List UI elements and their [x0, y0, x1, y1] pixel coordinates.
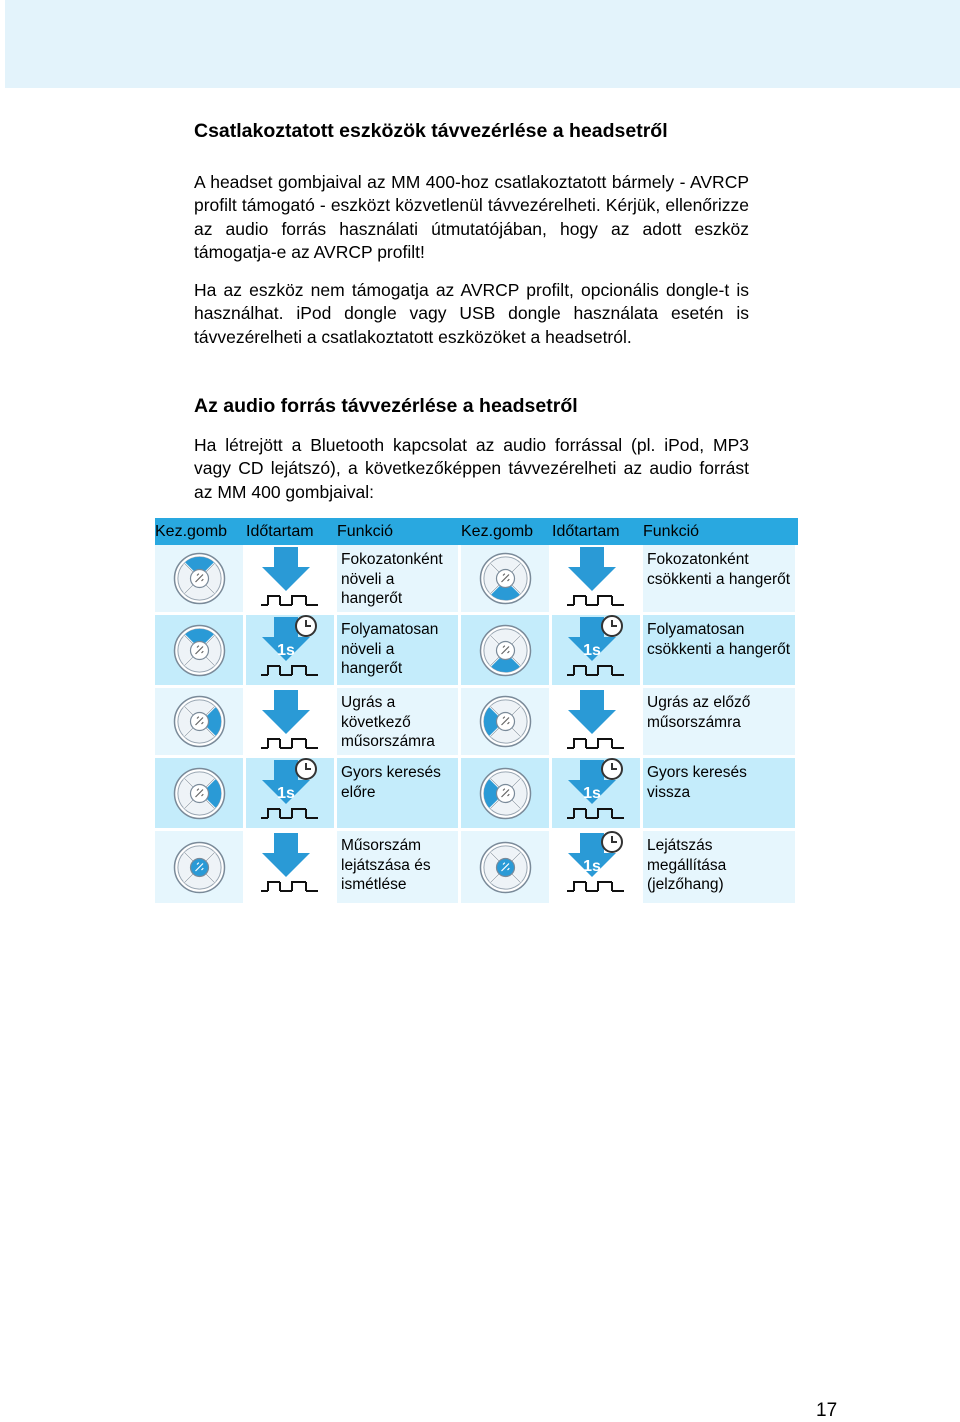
- col-header-button: Kez.gomb: [461, 518, 552, 545]
- press-hold-icon: [246, 758, 334, 822]
- headset-button-icon: [461, 545, 549, 612]
- col-header-function: Funkció: [643, 518, 798, 545]
- duration-cell: [552, 615, 643, 688]
- svg-text:1s: 1s: [277, 642, 295, 659]
- duration-cell: [246, 688, 337, 758]
- page-number: 17: [816, 1400, 838, 1421]
- control-button-cell: [461, 545, 552, 615]
- duration-cell: [246, 758, 337, 831]
- press-hold-icon: [552, 615, 640, 679]
- duration-cell: [552, 688, 643, 758]
- svg-text:1s: 1s: [583, 642, 601, 659]
- headset-button-icon: [155, 545, 243, 612]
- table-header-row: [155, 518, 798, 545]
- table-row: [155, 615, 798, 688]
- function-cell: Gyors keresés előre: [337, 758, 461, 831]
- press-hold-icon: [552, 758, 640, 822]
- headset-button-icon: [461, 758, 549, 828]
- control-button-cell: [155, 615, 246, 688]
- function-cell: Műsorszám lejátszása és ismétlése: [337, 831, 461, 906]
- press-icon: [246, 545, 334, 609]
- audio-paragraph: Ha létrejött a Bluetooth kapcsolat az audio forrással (pl. iPod, MP3 vagy CD lejátszó), a következőképpen távvezérelheti az audio forrást az MM 400 gombjaival:: [194, 435, 749, 502]
- control-button-cell: [155, 688, 246, 758]
- duration-cell: [552, 545, 643, 615]
- function-cell: Ugrás a következő műsorszámra: [337, 688, 461, 758]
- control-button-cell: [155, 831, 246, 906]
- headset-button-icon: [461, 615, 549, 685]
- press-hold-icon: [552, 831, 640, 895]
- duration-cell: [246, 831, 337, 906]
- function-cell: Lejátszás megállítása (jelzőhang): [643, 831, 798, 906]
- col-header-function: Funkció: [337, 518, 461, 545]
- press-icon: [552, 688, 640, 752]
- headset-button-icon: [155, 615, 243, 685]
- header-band: [5, 0, 960, 88]
- control-button-cell: [155, 758, 246, 831]
- headset-button-icon: [461, 831, 549, 903]
- function-cell: Fokozatonként növeli a hangerőt: [337, 545, 461, 615]
- control-table: [155, 518, 798, 906]
- function-cell: Folyamatosan csökkenti a hangerőt: [643, 615, 798, 688]
- function-cell: Ugrás az előző műsorszámra: [643, 688, 798, 758]
- section-heading: Csatlakoztatott eszközök távvezérlése a headsetről: [194, 120, 668, 142]
- svg-text:1s: 1s: [583, 785, 601, 802]
- duration-cell: [246, 615, 337, 688]
- col-header-duration: Időtartam: [246, 518, 337, 545]
- subsection-heading: Az audio forrás távvezérlése a headsetről: [194, 395, 578, 417]
- table-row: [155, 831, 798, 906]
- press-icon: [246, 831, 334, 895]
- headset-button-icon: [155, 831, 243, 903]
- dongle-paragraph: Ha az eszköz nem támogatja az AVRCP profilt, opcionális dongle-t is használhat. iPod dongle vagy USB dongle használata esetén is távvezérelheti a csatlakoztatott eszközöket a headsetról.: [194, 280, 749, 347]
- function-cell: Gyors keresés vissza: [643, 758, 798, 831]
- duration-cell: [552, 831, 643, 906]
- table-row: [155, 545, 798, 615]
- table-row: [155, 758, 798, 831]
- control-button-cell: [461, 758, 552, 831]
- control-button-cell: [461, 615, 552, 688]
- duration-cell: [246, 545, 337, 615]
- function-cell: Fokozatonként csökkenti a hangerőt: [643, 545, 798, 615]
- press-hold-icon: [246, 615, 334, 679]
- svg-text:1s: 1s: [277, 785, 295, 802]
- control-button-cell: [461, 688, 552, 758]
- intro-paragraph: A headset gombjaival az MM 400-hoz csatlakoztatott bármely - AVRCP profilt támogató - eszközt közvetlenül távvezérelheti. Kérjük, ellenőrizze az audio forrás használati útmutatójában, hogy az adott eszköz támogatja-e az AVRCP profilt!: [194, 172, 749, 263]
- control-button-cell: [461, 831, 552, 906]
- col-header-duration: Időtartam: [552, 518, 643, 545]
- headset-button-icon: [155, 688, 243, 755]
- headset-button-icon: [461, 688, 549, 755]
- press-icon: [246, 688, 334, 752]
- svg-text:1s: 1s: [583, 858, 601, 875]
- col-header-button: Kez.gomb: [155, 518, 246, 545]
- function-cell: Folyamatosan növeli a hangerőt: [337, 615, 461, 688]
- press-icon: [552, 545, 640, 609]
- headset-button-icon: [155, 758, 243, 828]
- duration-cell: [552, 758, 643, 831]
- control-button-cell: [155, 545, 246, 615]
- table-row: [155, 688, 798, 758]
